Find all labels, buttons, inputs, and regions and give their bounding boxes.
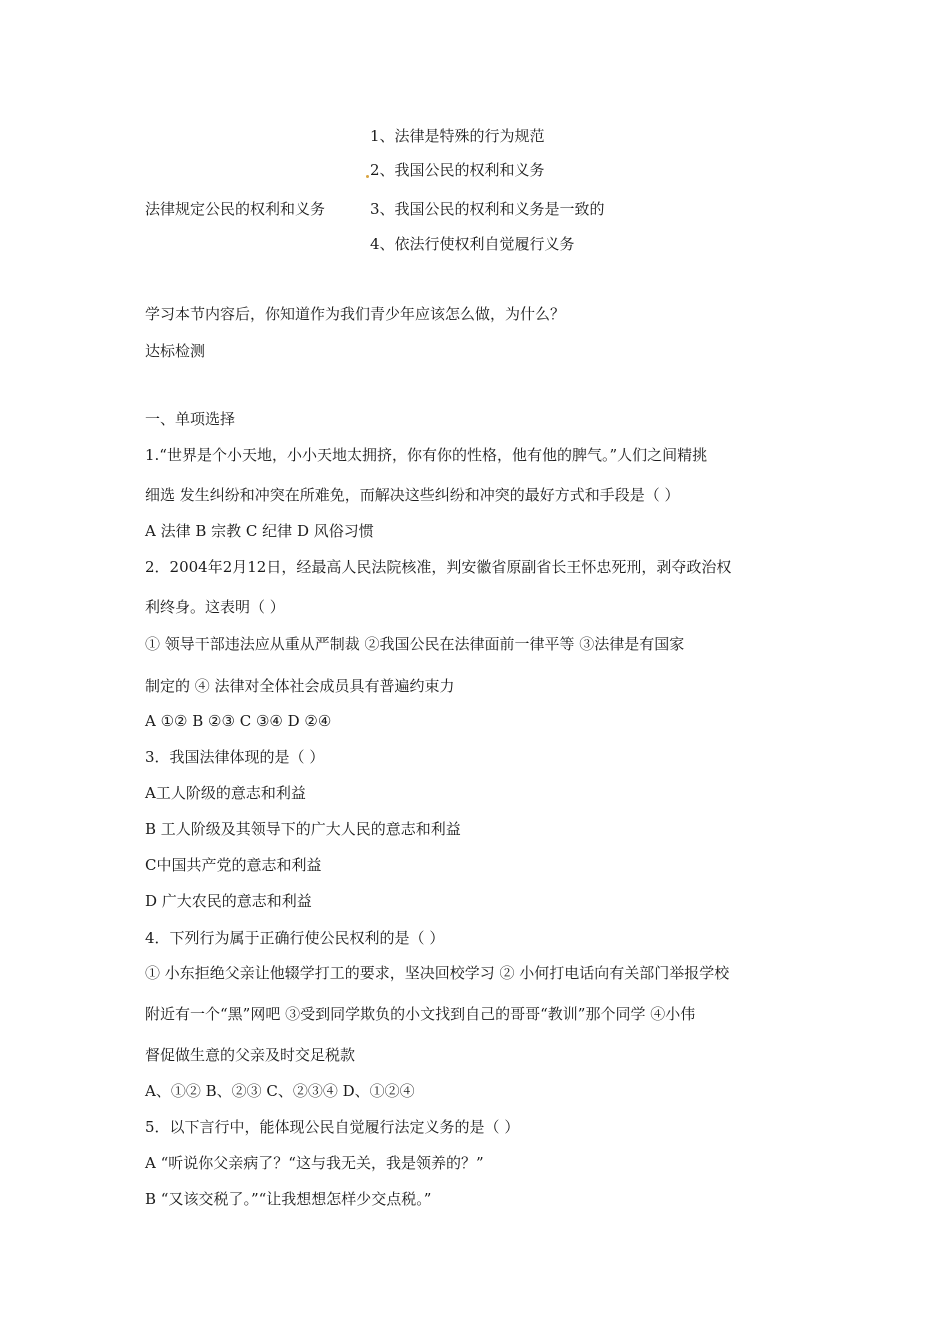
question-1-line-2: 细选 发生纠纷和冲突在所难免，而解决这些纠纷和冲突的最好方式和手段是（ ） [145, 486, 680, 504]
question-3-line-1: 3．我国法律体现的是（ ） [145, 748, 325, 766]
question-2-line-1: 2．2004年2月12日，经最高人民法院核准，判安徽省原副省长王怀忠死刑，剥夺政治权 [145, 558, 732, 576]
question-4-line-2: ① 小东拒绝父亲让他辍学打工的要求，坚决回校学习 ② 小何打电话向有关部门举报学校 [145, 964, 730, 982]
summary-item-2: 2、我国公民的权利和义务 [370, 161, 545, 179]
summary-left-label: 法律规定公民的权利和义务 [145, 200, 326, 218]
section-heading: 一、单项选择 [145, 410, 236, 428]
question-2-options: A ①② B ②③ C ③④ D ②④ [145, 712, 332, 730]
question-2-line-3: ① 领导干部违法应从重从严制裁 ②我国公民在法律面前一律平等 ③法律是有国家 [145, 635, 685, 653]
question-1-options: A 法律 B 宗教 C 纪律 D 风俗习惯 [145, 522, 374, 540]
question-4-line-4: 督促做生意的父亲及时交足税款 [145, 1046, 356, 1064]
question-4-line-3: 附近有一个“黑”网吧 ③受到同学欺负的小文找到自己的哥哥“教训”那个同学 ④小伟 [145, 1005, 696, 1023]
summary-item-2-row [366, 160, 545, 180]
question-4-line-1: 4．下列行为属于正确行使公民权利的是（ ） [145, 929, 445, 947]
summary-item-4: 4、依法行使权利自觉履行义务 [370, 235, 575, 253]
question-3-option-b: B 工人阶级及其领导下的广大人民的意志和利益 [145, 820, 461, 838]
summary-item-3: 3、我国公民的权利和义务是一致的 [370, 200, 605, 218]
reflection-question: 学习本节内容后，你知道作为我们青少年应该怎么做，为什么？ [145, 305, 566, 323]
question-5-option-b: B “又该交税了。”“让我想想怎样少交点税。” [145, 1190, 432, 1208]
question-2-line-2: 利终身。这表明（ ） [145, 598, 285, 616]
question-1-line-1: 1.“世界是个小天地，小小天地太拥挤，你有你的性格，他有他的脾气。”人们之间精挑 [145, 446, 708, 464]
question-3-option-c: C中国共产党的意志和利益 [145, 856, 322, 874]
question-4-options: A、①② B、②③ C、②③④ D、①②④ [145, 1082, 415, 1100]
question-2-line-4: 制定的 ④ 法律对全体社会成员具有普遍约束力 [145, 677, 455, 695]
question-5-option-a: A “听说你父亲病了？“这与我无关，我是领养的？” [145, 1154, 484, 1172]
question-3-option-a: A工人阶级的意志和利益 [145, 784, 306, 802]
question-3-option-d: D 广大农民的意志和利益 [145, 892, 312, 910]
summary-item-1: 1、法律是特殊的行为规范 [370, 127, 545, 145]
question-5-line-1: 5．以下言行中，能体现公民自觉履行法定义务的是（ ） [145, 1118, 520, 1136]
decor-dot [366, 175, 369, 178]
test-heading: 达标检测 [145, 342, 206, 360]
